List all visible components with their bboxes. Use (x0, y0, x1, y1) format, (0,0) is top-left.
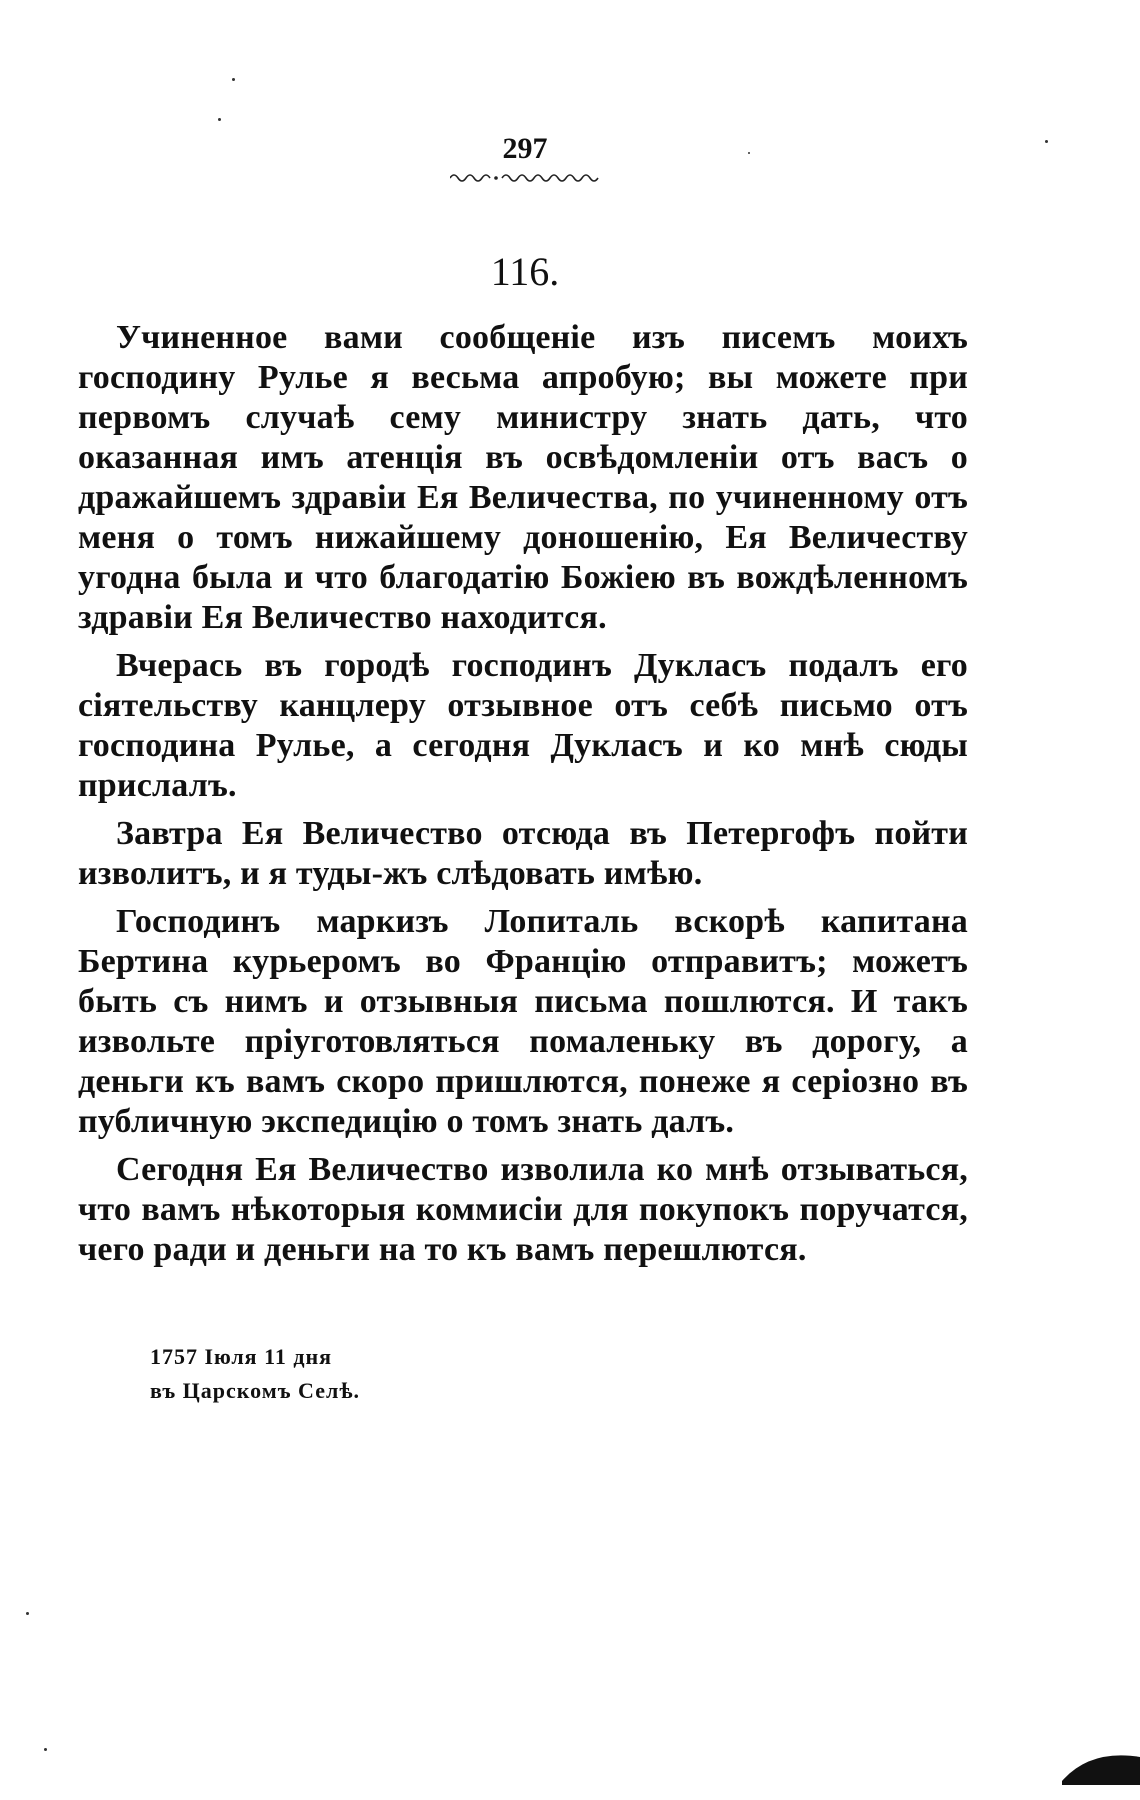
scan-speck (1045, 140, 1048, 143)
scan-speck (218, 118, 221, 121)
page-number: 297 (502, 132, 548, 165)
letter-body (78, 318, 968, 1278)
dateline-place: въ Царскомъ Селѣ. (150, 1378, 361, 1403)
scan-speck (26, 1612, 29, 1615)
paragraph: Господинъ маркизъ Лопиталь вскорѣ капитана Бертина курьеромъ во Францію отправитъ; можетъ быть съ нимъ и отзывныя письма пошлются. И такъ извольте пріуготовляться помаленьку въ дорогу, а деньги къ вамъ скоро пришлются, понеже я серіозно въ публичную экспедицію о томъ знать далъ. (78, 903, 968, 1140)
document-number: 116. (490, 249, 560, 294)
dateline (150, 1340, 360, 1408)
paragraph: Учиненное вами сообщеніе изъ писемъ моихъ господину Рулье я весьма апробую; вы можете при первомъ случаѣ сему министру знать дать, что оказанная имъ атенція въ освѣдомленіи отъ васъ о дражайшемъ здравіи Ея Величества, по учиненному отъ меня о томъ нижайшему доношенію, Ея Величеству угодна была и что благодатію Божіею въ вождѣленномъ здравіи Ея Величество находится. (78, 319, 968, 636)
scan-speck (44, 1748, 47, 1751)
scan-speck (232, 78, 235, 81)
paragraph: Вчерась въ городѣ господинъ Дукласъ подалъ его сіятельству канцлеру отзывное отъ себѣ письмо отъ господина Рулье, а сегодня Дукласъ и ко мнѣ сюды прислалъ. (78, 647, 968, 804)
corner-ink-blot (1060, 1745, 1140, 1785)
dateline-date: 1757 Іюля 11 дня (150, 1344, 333, 1369)
paragraph: Завтра Ея Величество отсюда въ Петергофъ пойти изволитъ, и я туды-жъ слѣдовать имѣю. (78, 815, 968, 892)
scan-speck (748, 152, 750, 154)
decorative-wavy-rule (450, 170, 600, 186)
paragraph: Сегодня Ея Величество изволила ко мнѣ отзываться, что вамъ нѣкоторыя коммисіи для покупокъ поручатся, чего ради и деньги на то къ вамъ перешлются. (78, 1151, 968, 1268)
